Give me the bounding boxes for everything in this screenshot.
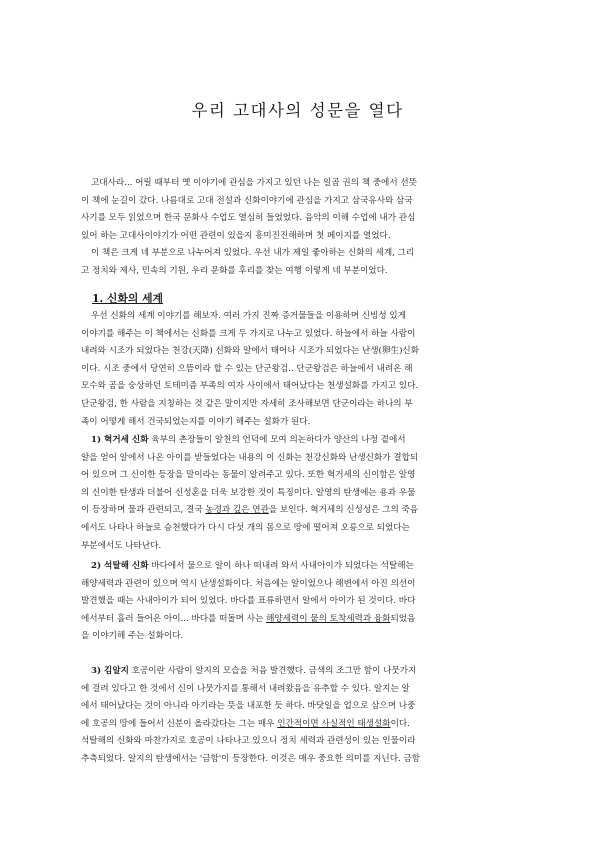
text-run: 되었음 xyxy=(390,613,416,624)
text-run: 에서부터 흘러 들어온 아이... 바다를 떠돌며 사는 xyxy=(81,613,267,624)
text-line: 알을 얻어 알에서 나온 아이를 받들었다는 내용의 이 신화는 천강신화와 난생신화가 결합되 xyxy=(81,452,419,463)
text-line: 에 걸려 있다고 한 것에서 신이 나뭇가지를 통해서 내려왔음을 유추할 수 있다. 알지는 알 xyxy=(81,683,410,694)
text-line: 단군왕검, 한 사람을 지칭하는 것 같은 말이지만 자세히 조사해보면 단군이라는 하나의 부 xyxy=(81,398,413,409)
text-line: 의 신이한 탄생과 더불어 신성혼을 더욱 보강한 것이 특징이다. 알영의 탄생에는 용과 우물 xyxy=(81,487,416,498)
text-run: 육부의 촌장들이 알천의 언덕에 모여 의논하다가 양산의 나정 곁에서 xyxy=(148,435,406,445)
text-line: 에서도 나타나 하늘로 승천했다가 다시 다섯 개의 몸으로 땅에 떨어져 오릉으로 되었다는 xyxy=(81,522,410,533)
text-line: 에서 태어났다는 것이 아니라 아기라는 뜻을 내포한 듯 하다. 바닷일을 업으로 삼으며 나중 xyxy=(81,701,416,712)
item-gimalji xyxy=(81,663,515,769)
text-line: 이 책에 눈길이 갔다. 나름대로 고대 전설과 신화이야기에 관심을 가지고 삼국유사와 삼국 xyxy=(81,195,413,206)
text-run: 을 보인다. 혁거세의 신성성은 그의 죽음 xyxy=(268,505,419,516)
text-line: 고 정치와 제사, 민속의 기원, 우리 문화를 후리를 찾는 여행 이렇게 네 부분이었다. xyxy=(81,265,388,276)
text-line: 추측되었다. 알지의 탄생에서는 '금함'이 등장한다. 이것은 매우 중요한 의미를 지닌다. 금함 xyxy=(81,753,421,764)
intro-paragraph xyxy=(81,175,515,281)
text-line: 족이 어떻게 해서 건국되었는지를 이야기 해주는 설화가 된다. xyxy=(81,416,311,427)
text-line: 고대사라... 어릴 때부터 옛 이야기에 관심을 가지고 있던 나는 일곱 권의 책 중에서 선뜻 xyxy=(91,178,417,188)
section-heading: 1. 신화의 세계 xyxy=(92,292,163,305)
text-line: 이다. 시조 중에서 당연히 으뜸이라 할 수 있는 단군왕검.. 단군왕검은 하늘에서 내려온 해 xyxy=(81,363,413,374)
text-line: 이야기를 해주는 이 책에서는 신화를 크게 두 가지로 나누고 있었다. 하늘에서 하늘 사람이 xyxy=(81,328,416,339)
text-line: 이 책은 크게 네 부분으로 나누어져 있었다. 우선 내가 제일 좋아하는 신화의 세계, 그리 xyxy=(91,248,415,259)
text-line: 사기를 모두 읽었으며 한국 문화사 수업도 열심히 들었었다. 음악의 이해 수업에 내가 관심 xyxy=(81,213,416,224)
text-run: 에 호공의 땅에 들어서 신분이 올라갔다는 그는 매우 xyxy=(81,718,278,729)
text-line: 을 이야기해 주는 설화이다. xyxy=(81,631,184,642)
underlined-phrase: 농경과 깊은 연관 xyxy=(205,505,269,516)
text-line: 어 있으며 그 신이한 등장을 말이라는 동물이 알려주고 있다. 또한 혁거세의 신이함은 알영 xyxy=(81,470,416,481)
item-label: 3) 김알지 xyxy=(91,666,129,676)
text-line xyxy=(81,611,515,629)
text-line: 내려와 시조가 되었다는 천강(天降) 신화와 알에서 태어나 시조가 되었다는 난생(卵生)신화 xyxy=(81,346,420,357)
text-line: 발견했을 때는 사내아이가 되어 있었다. 바다를 표류하면서 알에서 아이가 된 것이다. 바다 xyxy=(81,596,416,607)
text-line: 석탈해의 신화와 마찬가지로 호공이 나타나고 있으니 정치 세력과 관련성이 있는 인물이라 xyxy=(81,736,416,747)
section1-paragraph xyxy=(81,308,515,431)
underlined-phrase: 인간적이면 사실적인 태생설화 xyxy=(277,718,391,729)
text-line: 있어 하는 고대사이야기가 어떤 관련이 있을지 흥미진진해하며 첫 페이지를 열었다. xyxy=(81,230,391,241)
page-title: 우리 고대사의 성문을 열다 xyxy=(191,101,404,120)
item-label: 2) 석탈해 신화 xyxy=(91,561,149,571)
text-line xyxy=(81,502,515,520)
text-line xyxy=(81,716,515,734)
text-line: 부분에서도 나타난다. xyxy=(81,540,162,551)
text-run: 이다. xyxy=(390,718,410,729)
underlined-phrase: 해양세력이 뭍의 토착세력과 융화 xyxy=(266,613,391,624)
item-hyeokgeose xyxy=(81,432,515,555)
text-run: 바다에서 물으로 알이 하나 떠내려 와서 사내아이가 되었다는 석탈해는 xyxy=(148,561,414,571)
text-line xyxy=(81,432,515,450)
text-line xyxy=(81,558,515,576)
text-line: 해양세력과 관련이 있으며 역시 난생설화이다. 처음에는 알이었으나 해변에서 아진 의선이 xyxy=(81,578,416,589)
text-line xyxy=(81,663,515,681)
item-label: 1) 혁거세 신화 xyxy=(91,435,149,445)
text-line: 우선 신화의 세계 이야기를 해보자. 여러 가지 진짜 증거물들을 이용하며 신빙성 있게 xyxy=(91,311,407,321)
text-line: 모수와 곰을 숭상하던 토테미즘 부족의 여자 사이에서 태어났다는 천생설화를 가지고 있다. xyxy=(81,381,419,392)
text-run: 이 등장하며 물과 관련되고, 결국 xyxy=(81,505,206,516)
item-seoktalhae xyxy=(81,558,515,646)
text-run: 호공이란 사람이 알지의 모습을 처음 발견했다. 금색의 조그만 함이 나뭇가지 xyxy=(128,666,417,676)
